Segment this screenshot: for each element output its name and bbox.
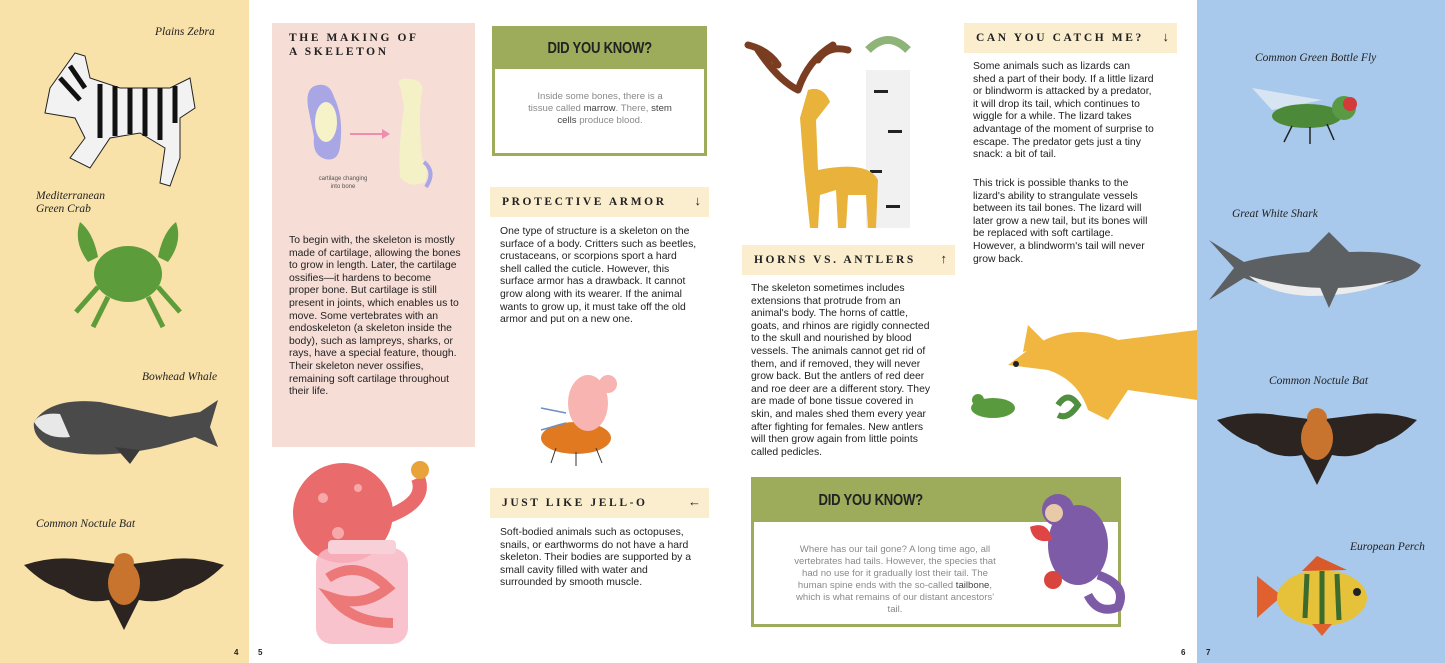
- did-you-know-marrow-box: [492, 26, 707, 156]
- monkey-illustration: [1018, 485, 1133, 615]
- caption-line2: into bone: [330, 183, 356, 190]
- jello-title: JUST LIKE JELL-O: [502, 497, 648, 509]
- horns-body: The skeleton sometimes includes extensions that protrude from an animal's body. The horns of cattle, goats, and rhinos are rigidly connected to the skull and nourished by blood vessels. The animals cannot get rid of them, and if removed, they will never grow back. But the antlers of red deer and roe deer are a different story. They are made of bone tissue covered in skin, and males shed them every year after fighting for females. New antlers will then grow again from little points called pedicles.: [751, 283, 931, 458]
- dyk1-bold-stem-cells: stem cells: [557, 103, 672, 126]
- label-european-perch: European Perch: [1350, 541, 1425, 553]
- making-title-line2: A SKELETON: [289, 46, 389, 58]
- label-bowhead-whale: Bowhead Whale: [142, 371, 218, 383]
- horns-header: [742, 245, 955, 275]
- arrow-up-icon: ↑: [940, 251, 947, 266]
- page-number-6: 6: [1181, 648, 1186, 657]
- dyk1-text: [525, 91, 675, 127]
- dyk2-title: DID YOU KNOW?: [818, 492, 924, 509]
- label-noctule-bat-right: Common Noctule Bat: [1269, 375, 1369, 387]
- dyk1-title: DID YOU KNOW?: [547, 40, 652, 57]
- whale-illustration: [30, 392, 220, 467]
- right-animal-strip: [1197, 0, 1445, 663]
- dyk1-text-c: produce blood.: [576, 115, 643, 126]
- dyk2-text: [790, 544, 1000, 616]
- left-animal-strip: [0, 0, 249, 663]
- page-number-7: 7: [1206, 648, 1211, 657]
- zebra-illustration: [30, 48, 200, 188]
- armor-body: One type of structure is a skeleton on the surface of a body. Critters such as beetles, crustaceans, or scorpions sport a hard shell called the cuticle. However, this surface armor has a drawback. It cannot grow along with its wearer. If the animal wants to grow up, it must take off the old armor and put on a new one.: [500, 226, 697, 326]
- catch-body-2: This trick is possible thanks to the lizard's ability to strangulate vessels between its tail bones. The lizard will later grow a new tail, but its bones will be replaced with soft cartilage. However, a blindworm's tail will never grow back.: [973, 178, 1148, 265]
- fox-lizard-illustration: [968, 320, 1197, 430]
- insect-molting-illustration: [536, 368, 636, 468]
- caption-line1: cartilage changing: [318, 176, 368, 182]
- shark-illustration: [1209, 230, 1424, 312]
- dyk1-text-a: Inside some bones, there is a tissue called: [528, 91, 663, 114]
- arrow-down-icon: ↓: [1162, 29, 1169, 44]
- catch-body-1: Some animals such as lizards can shed a part of their body. If a little lizard or blindworm is attacked by a predator, it will drop its tail, which continues to wiggle for a while. The lizard takes advantage of the moment of surprise to escape. The predator gets just a tiny snack: a bit of tail.: [973, 61, 1154, 161]
- fly-illustration: [1252, 80, 1362, 145]
- dyk1-text-b: . There,: [615, 103, 652, 114]
- making-skeleton-body: To begin with, the skeleton is mostly made of cartilage, allowing the bones to grow in length. Later, the cartilage ossifies—it hardens to become proper bone. But cartilage is still present in joints, which enables us to move. Some vertebrates with an endoskeleton (a skeleton inside the body), such as lampreys, sharks, or rays, have a special feature, though. Their skeleton never ossifies, remaining soft cartilage throughout their life.: [289, 235, 461, 398]
- catch-title: CAN YOU CATCH ME?: [976, 32, 1144, 44]
- cartilage-caption: [308, 176, 378, 191]
- armor-header: [490, 187, 709, 217]
- dyk1-bold-marrow: marrow: [583, 103, 616, 114]
- crab-illustration: [68, 212, 188, 332]
- page-number-4: 4: [234, 648, 239, 657]
- dyk2-text-b: , which is what remains of our distant ancestors' tail.: [795, 580, 995, 615]
- making-title-line1: THE MAKING OF: [289, 32, 419, 44]
- jello-header: [490, 488, 709, 518]
- arrow-left-icon: ←: [688, 494, 701, 509]
- horns-title: HORNS VS. ANTLERS: [754, 254, 916, 266]
- perch-illustration: [1257, 556, 1377, 638]
- label-plains-zebra: Plains Zebra: [155, 26, 215, 38]
- arrow-down-icon: ↓: [694, 193, 701, 208]
- octopus-jar-illustration: [288, 458, 458, 648]
- bat-illustration-right: [1217, 400, 1417, 490]
- jello-body: Soft-bodied animals such as octopuses, snails, or earthworms do not have a hard skeleton. Their bodies are supported by a small cavity filled with water and surrounded by smooth muscle.: [500, 527, 691, 589]
- label-green-crab: Mediterranean Green Crab: [36, 190, 105, 215]
- catch-header: [964, 23, 1177, 53]
- label-green-bottle-fly: Common Green Bottle Fly: [1255, 52, 1377, 64]
- making-skeleton-panel: [272, 23, 475, 447]
- label-noctule-bat-left: Common Noctule Bat: [36, 518, 136, 530]
- page-number-5: 5: [258, 648, 263, 657]
- making-skeleton-title: [289, 31, 419, 59]
- dyk2-text-a: Where has our tail gone? A long time ago, all vertebrates had tails. However, the species that had no use for it gradually lost their tail. The human spine ends with the so-called: [794, 544, 996, 591]
- deer-birch-illustration: [738, 30, 918, 230]
- label-great-white-shark: Great White Shark: [1232, 208, 1318, 220]
- dyk2-bold-tailbone: tailbone: [955, 580, 990, 591]
- dyk1-header: [495, 29, 704, 69]
- bat-illustration-left: [24, 545, 224, 635]
- armor-title: PROTECTIVE ARMOR: [502, 196, 667, 208]
